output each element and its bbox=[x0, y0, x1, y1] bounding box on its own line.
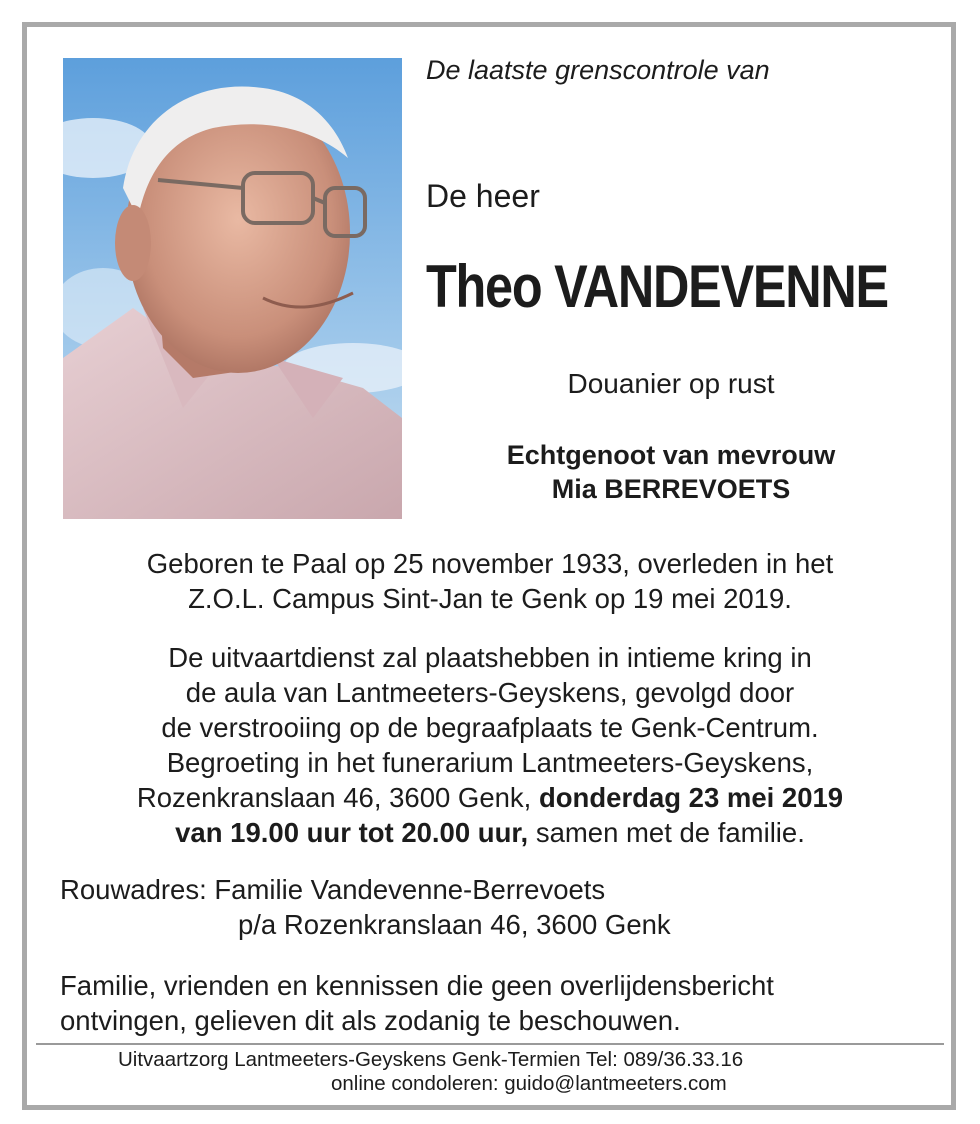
spouse-line-2: Mia BERREVOETS bbox=[551, 474, 791, 504]
notice-block bbox=[60, 968, 774, 1038]
funeral-home-contact: Uitvaartzorg Lantmeeters-Geyskens Genk-Termien Tel: 089/36.33.16 bbox=[118, 1048, 744, 1071]
address-line-2: p/a Rozenkranslaan 46, 3600 Genk bbox=[238, 909, 671, 940]
service-line-3: de verstrooiing op de begraafplaats te Genk-Centrum. bbox=[161, 712, 819, 743]
portrait-photo bbox=[63, 58, 402, 519]
online-condolence: online condoleren: guido@lantmeeters.com bbox=[331, 1072, 727, 1095]
service-line-6-plain: samen met de familie. bbox=[535, 817, 805, 848]
occupation: Douanier op rust bbox=[567, 368, 775, 399]
intro-text: De laatste grenscontrole van bbox=[426, 55, 770, 85]
mourning-address bbox=[60, 872, 671, 942]
service-block bbox=[40, 640, 940, 850]
birth-death-line-1: Geboren te Paal op 25 november 1933, overleden in het bbox=[146, 548, 834, 579]
service-line-4: Begroeting in het funerarium Lantmeeters-Geyskens, bbox=[166, 747, 814, 778]
spouse-line-1: Echtgenoot van mevrouw bbox=[506, 440, 836, 470]
visitation-time: van 19.00 uur tot 20.00 uur, bbox=[175, 817, 529, 848]
deceased-name: Theo VANDEVENNE bbox=[426, 253, 888, 320]
visitation-date: donderdag 23 mei 2019 bbox=[538, 782, 844, 813]
address-line-1: Rouwadres: Familie Vandevenne-Berrevoets bbox=[60, 874, 606, 905]
honorific: De heer bbox=[426, 178, 540, 214]
footer-divider bbox=[36, 1043, 944, 1045]
service-line-6 bbox=[40, 815, 940, 850]
service-line-2: de aula van Lantmeeters-Geyskens, gevolgd door bbox=[185, 677, 795, 708]
service-line-1: De uitvaartdienst zal plaatshebben in intieme kring in bbox=[168, 642, 812, 673]
service-line-5-plain: Rozenkranslaan 46, 3600 Genk, bbox=[136, 782, 532, 813]
notice-line-2: ontvingen, gelieven dit als zodanig te beschouwen. bbox=[60, 1005, 681, 1036]
birth-death-block bbox=[40, 546, 940, 616]
service-line-5 bbox=[40, 780, 940, 815]
spouse-block bbox=[426, 438, 916, 506]
notice-line-1: Familie, vrienden en kennissen die geen overlijdensbericht bbox=[60, 970, 774, 1001]
birth-death-line-2: Z.O.L. Campus Sint-Jan te Genk op 19 mei 2019. bbox=[188, 583, 792, 614]
